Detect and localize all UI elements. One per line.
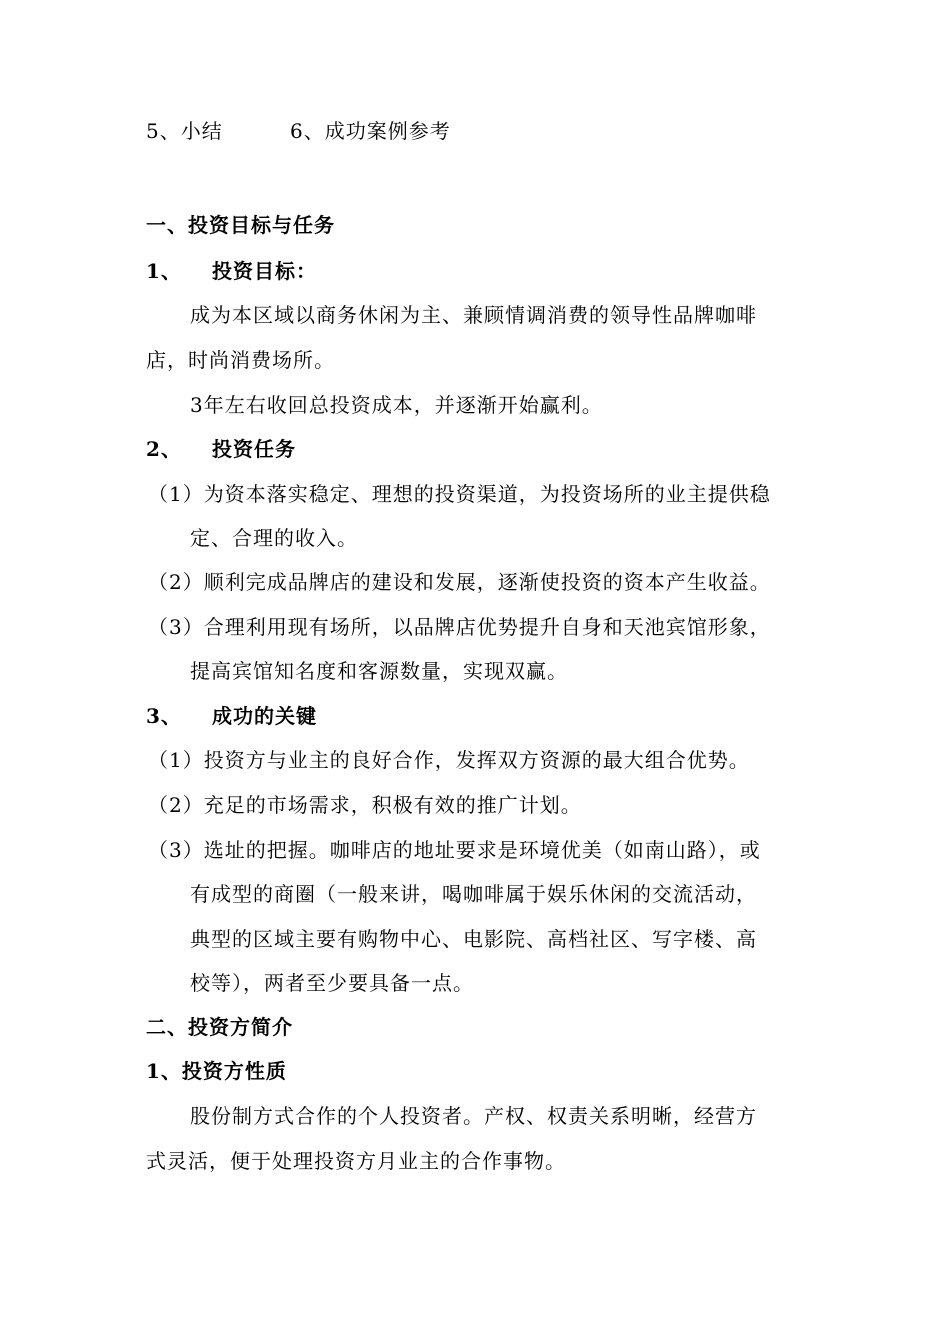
- subheading-1-3-title: 成功的关键: [212, 704, 317, 728]
- list-item: （3）选址的把握。咖啡店的地址要求是环境优美（如南山路），或: [148, 838, 761, 862]
- subheading-1-2-number: 2、: [146, 437, 182, 461]
- section-heading-1: 一、投资目标与任务: [146, 213, 335, 237]
- list-item: （2）顺利完成品牌店的建设和发展，逐渐使投资的资本产生收益。: [148, 570, 771, 594]
- toc-item-5: 5、小结: [146, 119, 223, 143]
- list-item-continuation: 校等），两者至少要具备一点。: [190, 971, 474, 995]
- list-item-continuation: 典型的区域主要有购物中心、电影院、高档社区、写字楼、高: [190, 927, 757, 951]
- list-item: （1）为资本落实稳定、理想的投资渠道，为投资场所的业主提供稳: [148, 482, 771, 506]
- section-heading-2: 二、投资方简介: [146, 1015, 293, 1039]
- paragraph-line: 式灵活，便于处理投资方月业主的合作事物。: [146, 1149, 566, 1173]
- paragraph-line: 股份制方式合作的个人投资者。产权、权责关系明晰，经营方: [190, 1104, 757, 1128]
- list-item: （1）投资方与业主的良好合作，发挥双方资源的最大组合优势。: [148, 748, 750, 772]
- subheading-1-2-title: 投资任务: [212, 437, 296, 461]
- subheading-2-1: 1、投资方性质: [146, 1059, 287, 1083]
- list-item-continuation: 定、合理的收入。: [190, 526, 358, 550]
- list-item: （2）充足的市场需求，积极有效的推广计划。: [148, 793, 582, 817]
- subheading-1-1-title: 投资目标：: [212, 259, 317, 283]
- subheading-1-3-number: 3、: [146, 704, 182, 728]
- list-item: （3）合理利用现有场所，以品牌店优势提升自身和天池宾馆形象，: [148, 615, 771, 639]
- paragraph-line: 店，时尚消费场所。: [146, 348, 335, 372]
- toc-item-6: 6、成功案例参考: [290, 119, 451, 143]
- paragraph-line: 3年左右收回总投资成本，并逐渐开始赢利。: [190, 393, 603, 417]
- list-item-continuation: 有成型的商圈（一般来讲，喝咖啡属于娱乐休闲的交流活动，: [190, 882, 757, 906]
- paragraph-line: 成为本区域以商务休闲为主、兼顾情调消费的领导性品牌咖啡: [190, 303, 757, 327]
- subheading-1-1-number: 1、: [146, 259, 182, 283]
- list-item-continuation: 提高宾馆知名度和客源数量，实现双赢。: [190, 659, 568, 683]
